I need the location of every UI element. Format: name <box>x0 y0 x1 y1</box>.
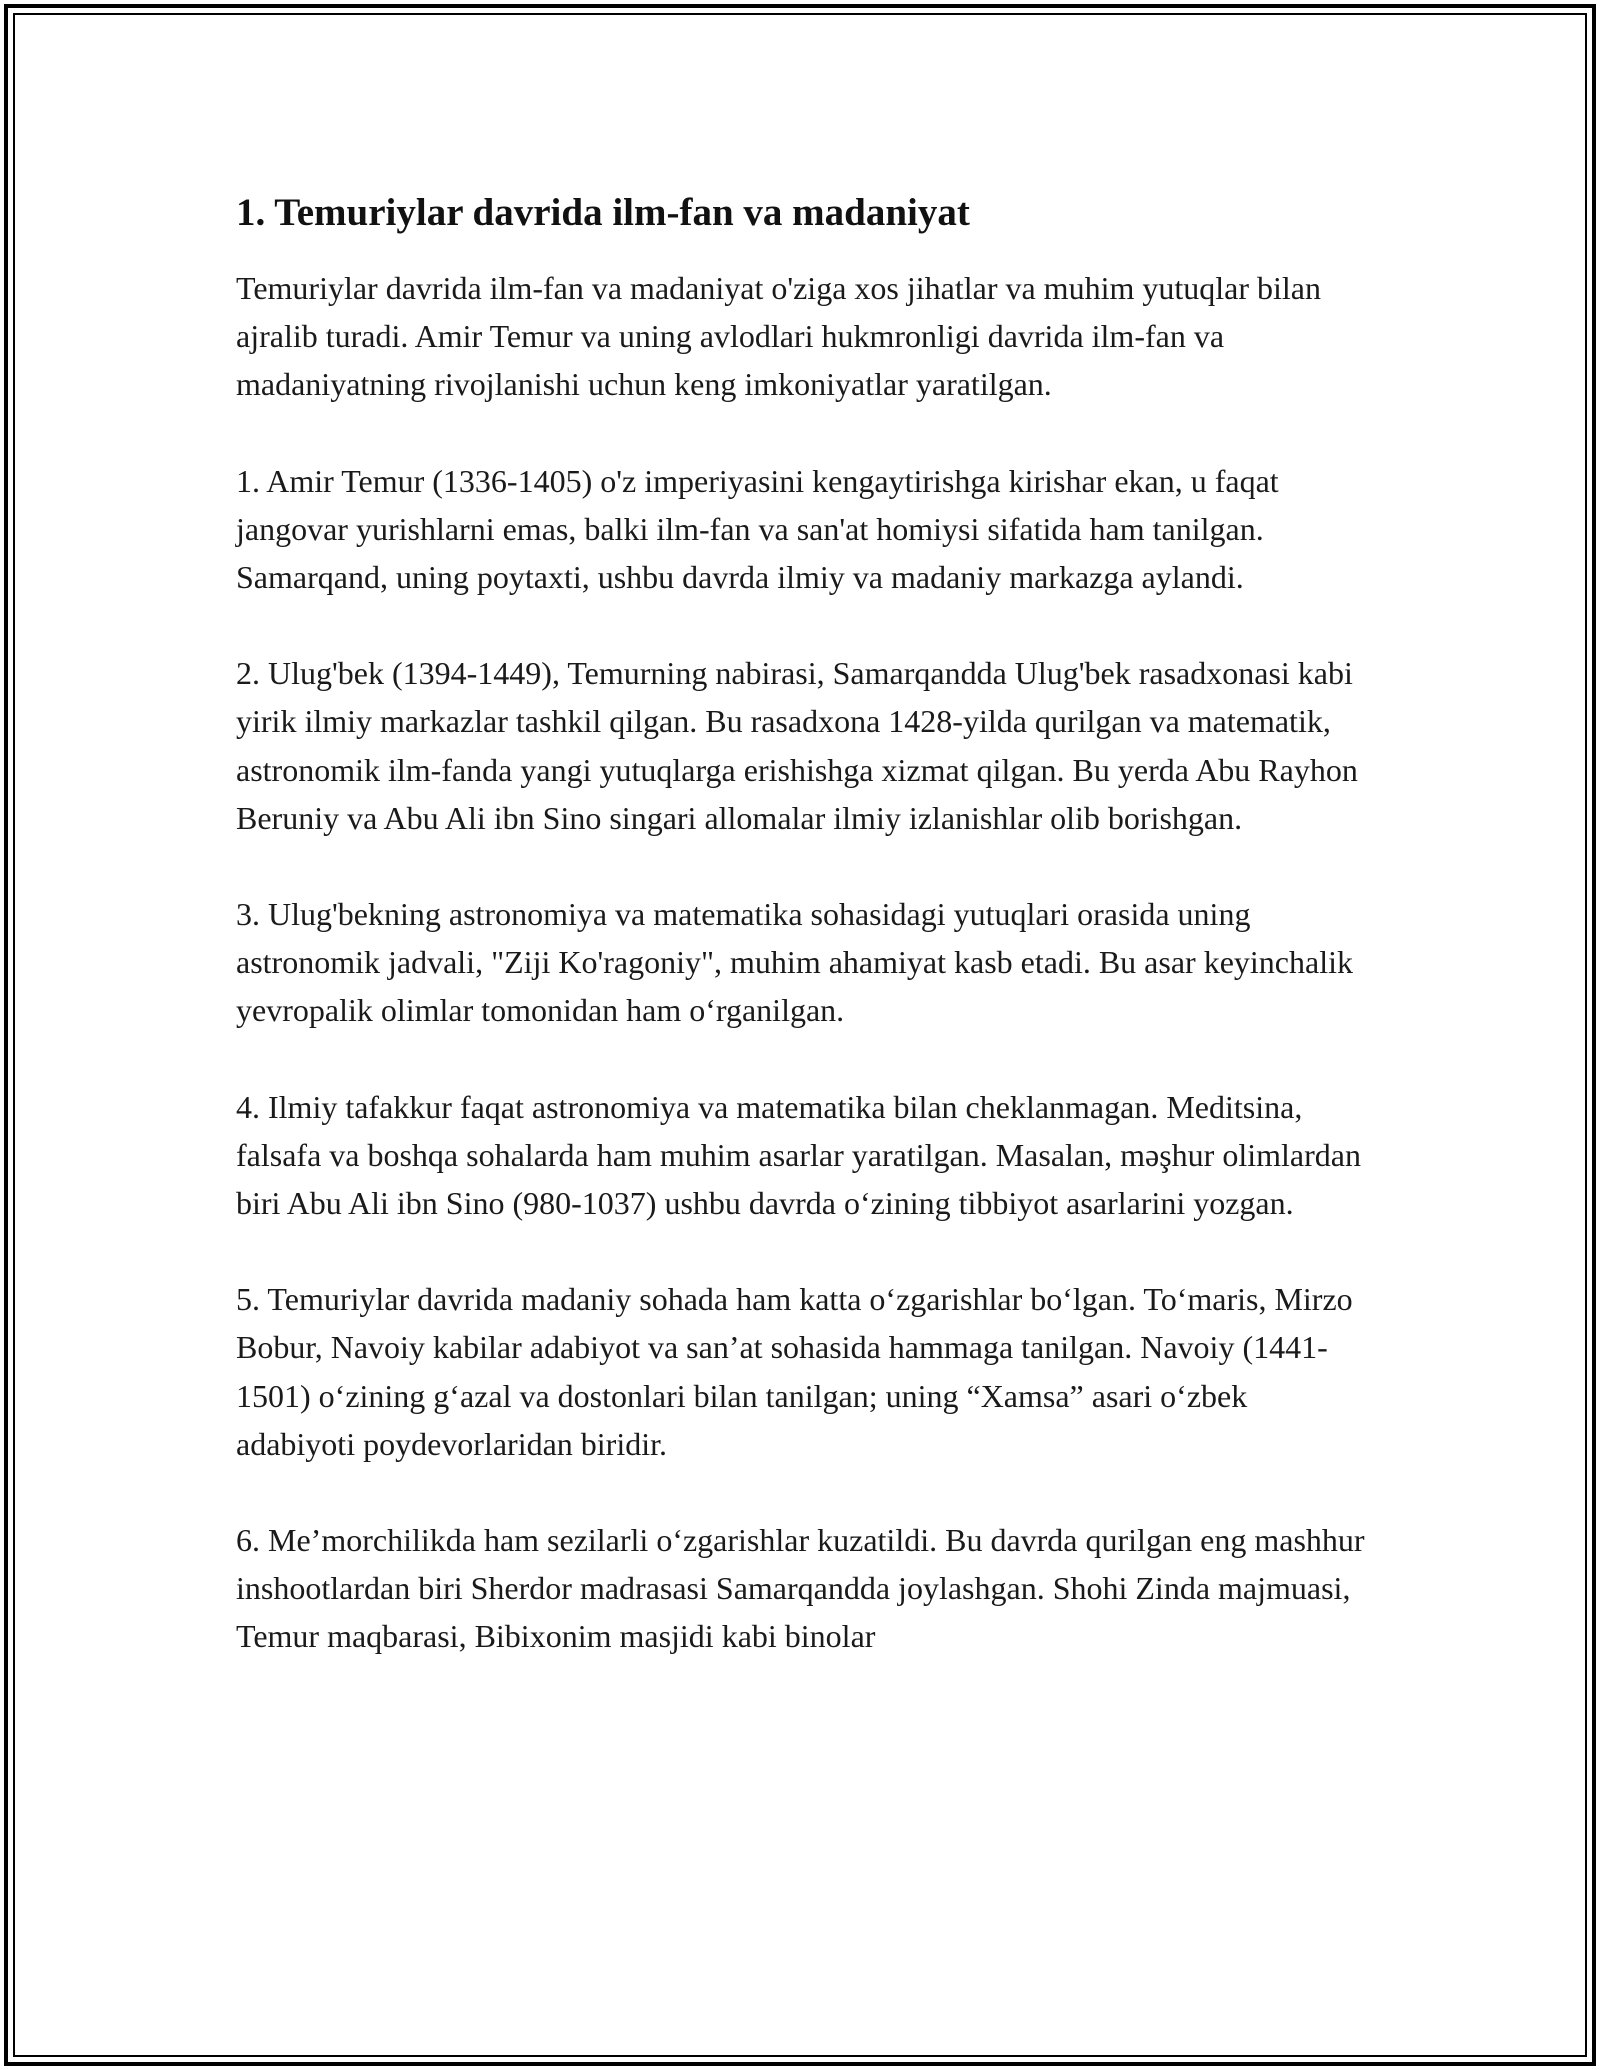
document-body <box>236 186 1366 1709</box>
intro-paragraph: Temuriylar davrida ilm-fan va madaniyat o'ziga xos jihatlar va muhim yutuqlar bilan ajralib turadi. Amir Temur va uning avlodlari hukmronligi davrida ilm-fan va madaniyatning rivojlanishi uchun keng imkoniyatlar yaratilgan. <box>236 270 1321 403</box>
paragraph-4: 4. Ilmiy tafakkur faqat astronomiya va matematika bilan cheklanmagan. Meditsina, falsafa va boshqa sohalarda ham muhim asarlar yaratilgan. Masalan, məşhur olimlardan biri Abu Ali ibn Sino (980-1037) ushbu davrda o‘zining tibbiyot asarlarini yozgan. <box>236 1088 1361 1222</box>
paragraph-5: 5. Temuriylar davrida madaniy sohada ham katta o‘zgarishlar bo‘lgan. To‘maris, Mirzo Bobur, Navoiy kabilar adabiyot va san’at sohasida hammaga tanilgan. Navoiy (1441-1501) o‘zining g‘azal va dostonlari bilan tanilgan; uning “Xamsa” asari o‘zbek adabiyoti poydevorlaridan biridir. <box>236 1281 1353 1462</box>
paragraph-1: 1. Amir Temur (1336-1405) o'z imperiyasini kengaytirishga kirishar ekan, u faqat jangovar yurishlarni emas, balki ilm-fan va san'at homiysi sifatida ham tanilgan. Samarqand, uning poytaxti, ushbu davrda ilmiy va madaniy markazga aylandi. <box>236 462 1279 596</box>
paragraph-3: 3. Ulug'bekning astronomiya va matematika sohasidagi yutuqlari orasida uning astronomik jadvali, "Ziji Ko'ragoniy", muhim ahamiyat kasb etadi. Bu asar keyinchalik yevropalik olimlar tomonidan ham o‘rganilgan. <box>236 896 1353 1029</box>
paragraph-2: 2. Ulug'bek (1394-1449), Temurning nabirasi, Samarqandda Ulug'bek rasadxonasi kabi yirik ilmiy markazlar tashkil qilgan. Bu rasadxona 1428-yilda qurilgan va matematik, astronomik ilm-fanda yangi yutuqlarga erishishga xizmat qilgan. Bu yerda Abu Rayhon Beruniy va Abu Ali ibn Sino singari allomalar ilmiy izlanishlar olib borishgan. <box>236 655 1358 836</box>
paragraph-6: 6. Me’morchilikda ham sezilarli o‘zgarishlar kuzatildi. Bu davrda qurilgan eng mashhur inshootlardan biri Sherdor madrasasi Samarqandda joylashgan. Shohi Zinda majmuasi, Temur maqbarasi, Bibixonim masjidi kabi binolar <box>236 1522 1365 1655</box>
document-title: 1. Temuriylar davrida ilm-fan va madaniyat <box>236 191 970 234</box>
